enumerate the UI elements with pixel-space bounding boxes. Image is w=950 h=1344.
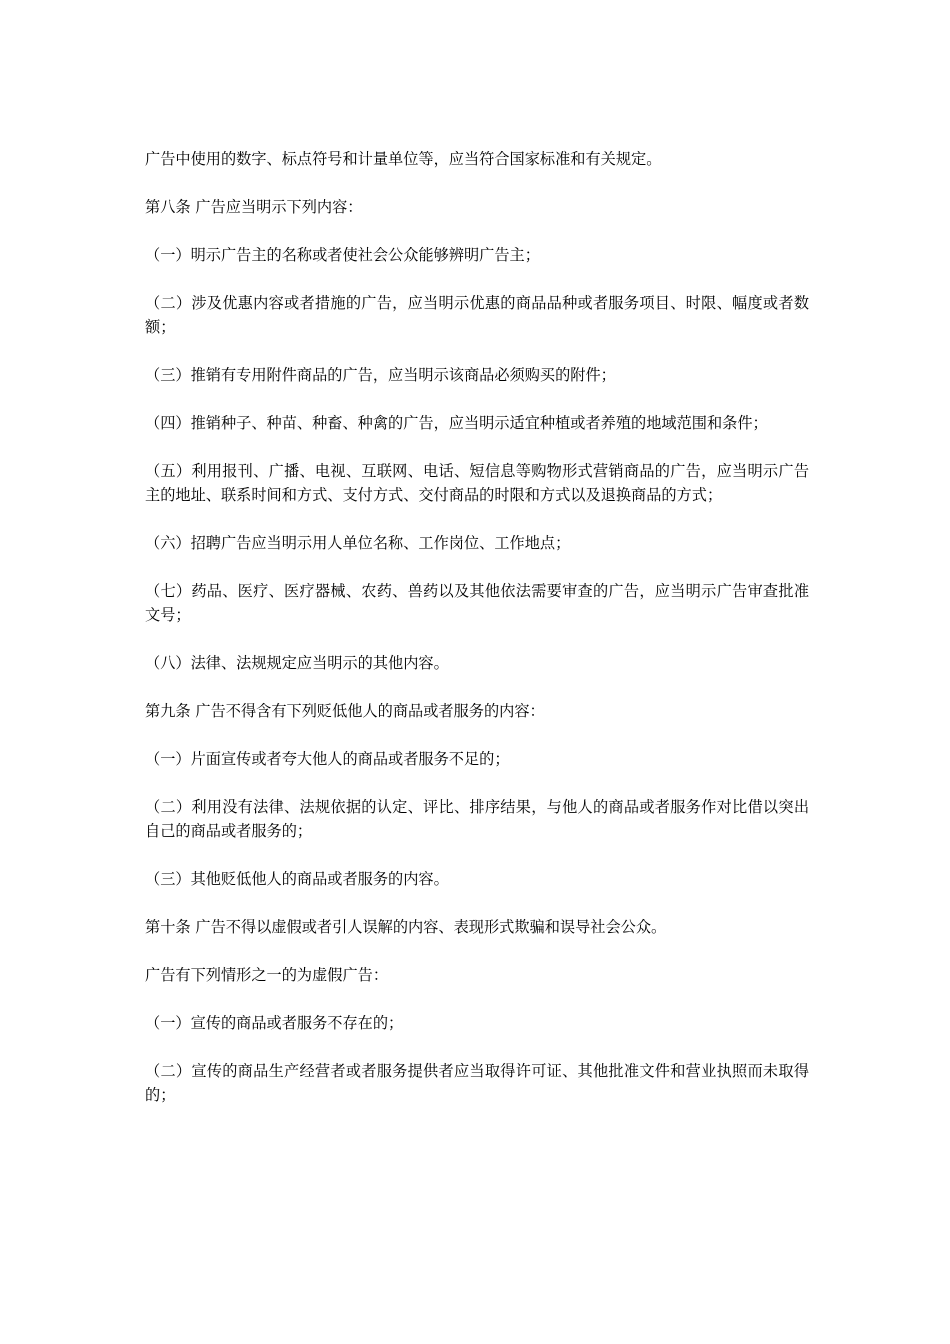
article-8-item-2: （二）涉及优惠内容或者措施的广告，应当明示优惠的商品品种或者服务项目、时限、幅度或者数额； bbox=[145, 294, 809, 336]
article-8-item-5: （五）利用报刊、广播、电视、互联网、电话、短信息等购物形式营销商品的广告，应当明示广告主的地址、联系时间和方式、支付方式、交付商品的时限和方式以及退换商品的方式； bbox=[145, 462, 809, 504]
article-9-heading: 第九条 广告不得含有下列贬低他人的商品或者服务的内容： bbox=[145, 702, 545, 720]
false-ad-item-1: （一）宣传的商品或者服务不存在的； bbox=[145, 1014, 404, 1032]
article-8-item-8: （八）法律、法规规定应当明示的其他内容。 bbox=[145, 654, 449, 672]
paragraph-units-standard: 广告中使用的数字、标点符号和计量单位等，应当符合国家标准和有关规定。 bbox=[145, 150, 662, 168]
article-9-item-2: （二）利用没有法律、法规依据的认定、评比、排序结果，与他人的商品或者服务作对比借以突出自己的商品或者服务的； bbox=[145, 798, 809, 840]
article-9-item-3: （三）其他贬低他人的商品或者服务的内容。 bbox=[145, 870, 449, 888]
document-page bbox=[145, 147, 809, 1131]
article-10-heading: 第十条 广告不得以虚假或者引人误解的内容、表现形式欺骗和误导社会公众。 bbox=[145, 918, 667, 936]
false-ad-item-2: （二）宣传的商品生产经营者或者服务提供者应当取得许可证、其他批准文件和营业执照而未取得的； bbox=[145, 1062, 809, 1104]
article-8-item-6: （六）招聘广告应当明示用人单位名称、工作岗位、工作地点； bbox=[145, 534, 571, 552]
article-8-item-7: （七）药品、医疗、医疗器械、农药、兽药以及其他依法需要审查的广告，应当明示广告审查批准文号； bbox=[145, 582, 809, 624]
article-9-item-1: （一）片面宣传或者夸大他人的商品或者服务不足的； bbox=[145, 750, 510, 768]
article-8-item-3: （三）推销有专用附件商品的广告，应当明示该商品必须购买的附件； bbox=[145, 366, 616, 384]
article-8-heading: 第八条 广告应当明示下列内容： bbox=[145, 198, 363, 216]
false-ad-intro: 广告有下列情形之一的为虚假广告： bbox=[145, 966, 388, 984]
article-8-item-4: （四）推销种子、种苗、种畜、种禽的广告，应当明示适宜种植或者养殖的地域范围和条件； bbox=[145, 414, 768, 432]
article-8-item-1: （一）明示广告主的名称或者使社会公众能够辨明广告主； bbox=[145, 246, 540, 264]
